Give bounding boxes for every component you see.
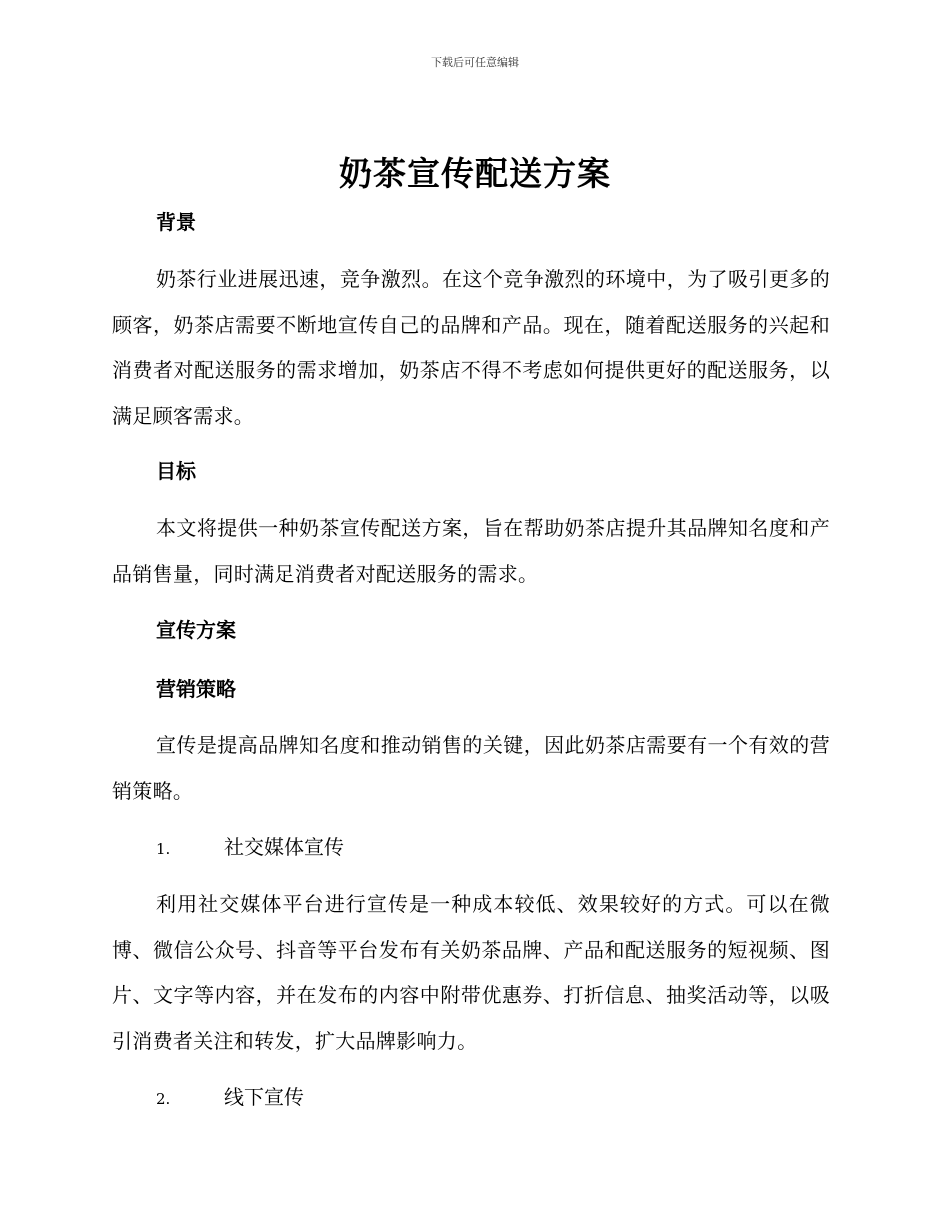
section-heading-marketing: 营销策略 — [156, 677, 236, 701]
section-heading-promotion: 宣传方案 — [156, 618, 236, 642]
section-heading-background: 背景 — [156, 210, 196, 234]
list-item-label: 社交媒体宣传 — [224, 835, 344, 859]
paragraph-social-media: 利用社交媒体平台进行宣传是一种成本较低、效果较好的方式。可以在微博、微信公众号、抖音等平台发布有关奶茶品牌、产品和配送服务的短视频、图片、文字等内容，并在发布的内容中附带优惠券、打折信息、抽奖活动等，以吸引消费者关注和转发，扩大品牌影响力。 — [112, 892, 830, 1053]
paragraph-marketing: 宣传是提高品牌知名度和推动销售的关键，因此奶茶店需要有一个有效的营销策略。 — [112, 733, 830, 803]
paragraph-background: 奶茶行业进展迅速，竞争激烈。在这个竞争激烈的环境中，为了吸引更多的顾客，奶茶店需要不断地宣传自己的品牌和产品。现在，随着配送服务的兴起和消费者对配送服务的需求增加，奶茶店不得不考虑如何提供更好的配送服务，以满足顾客需求。 — [112, 267, 830, 428]
list-item-social-media — [112, 832, 874, 864]
section-heading-goal: 目标 — [156, 459, 196, 483]
list-item-number: 2. — [156, 1090, 171, 1108]
paragraph-goal: 本文将提供一种奶茶宣传配送方案，旨在帮助奶茶店提升其品牌知名度和产品销售量，同时满足消费者对配送服务的需求。 — [112, 516, 830, 586]
document-title: 奶茶宣传配送方案 — [339, 154, 611, 193]
page-header-note: 下载后可任意编辑 — [431, 56, 519, 69]
list-item-label: 线下宣传 — [224, 1085, 304, 1109]
list-item-number: 1. — [156, 840, 171, 858]
list-item-offline — [112, 1082, 874, 1114]
